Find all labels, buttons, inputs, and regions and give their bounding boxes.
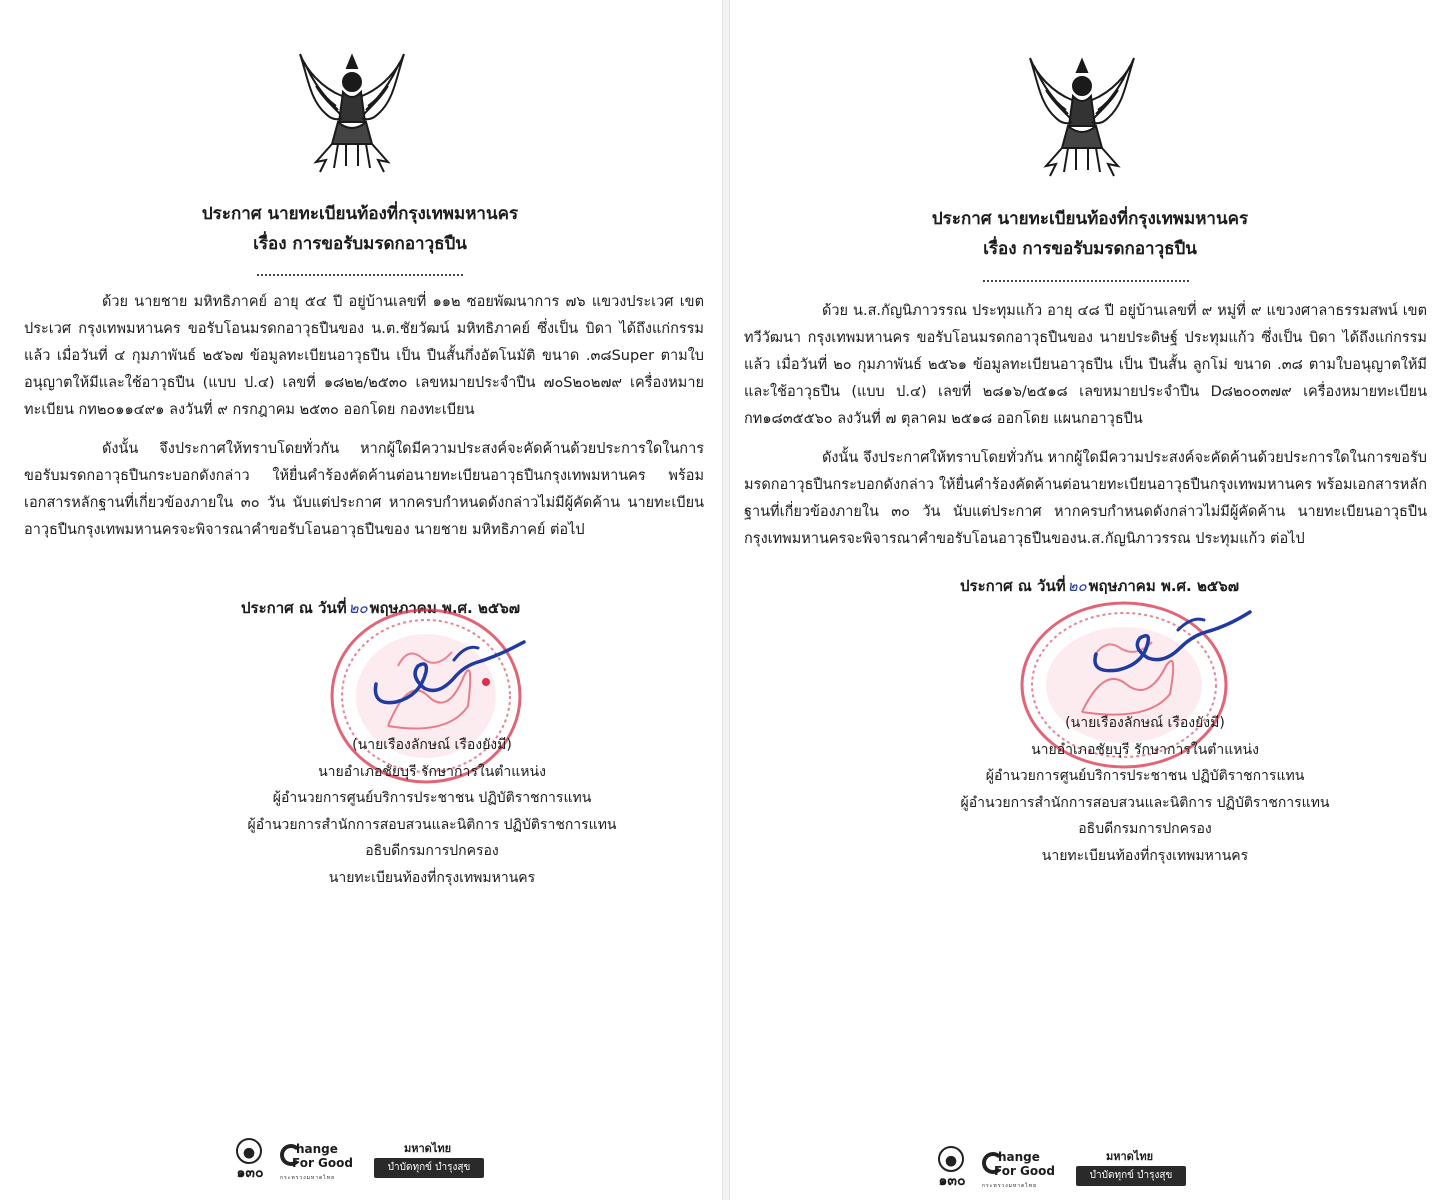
announcement-date xyxy=(960,574,1239,598)
date-prefix: ประกาศ ณ วันที่ xyxy=(241,599,347,617)
anniversary-logo-icon xyxy=(930,1146,974,1194)
signature-icon xyxy=(366,624,536,714)
change-line-2: For Good xyxy=(292,1156,353,1170)
signer-position-3: ผู้อำนวยการสำนักการสอบสวนและนิติการ ปฏิบัติราชการแทน xyxy=(247,816,617,833)
change-line-2: For Good xyxy=(994,1164,1055,1178)
mahadthai-slogan-logo-icon xyxy=(374,1142,486,1182)
date-suffix: พฤษภาคม พ.ศ. ๒๕๖๗ xyxy=(369,599,521,617)
title-separator xyxy=(257,274,463,276)
date-suffix: พฤษภาคม พ.ศ. ๒๕๖๗ xyxy=(1088,577,1240,595)
title-separator xyxy=(983,280,1189,282)
announcement-page-right xyxy=(730,0,1450,1200)
announcement-body xyxy=(24,289,704,544)
title-line-1: ประกาศ นายทะเบียนท้องที่กรุงเทพมหานคร xyxy=(201,204,519,224)
body-paragraph-2: ดังนั้น จึงประกาศให้ทราบโดยทั่วกัน หากผู้ใดมีความประสงค์จะคัดค้านด้วยประการใดในการขอรับมรดกอาวุธปืนกระบอกดังกล่าว ให้ยื่นคำร้องคัดค้านต่อนายทะเบียนอาวุธปืนกรุงเทพมหานคร พร้อมเอกสารหลักฐานที่เกี่ยวข้องภายใน ๓๐ วัน นับแต่ประกาศ หากครบกำหนดดังกล่าวไม่มีผู้คัดค้าน นายทะเบียนอาวุธปืนกรุงเทพมหานครจะพิจารณาคำขอรับโอนอาวุธปืนของ นายชาย มหิทธิภาคย์ ต่อไป xyxy=(24,441,704,538)
signer-position-1: นายอำเภอชัยบุรี รักษาการในตำแหน่ง xyxy=(318,763,546,780)
signer-position-5: นายทะเบียนท้องที่กรุงเทพมหานคร xyxy=(1041,847,1249,864)
signer-position-2: ผู้อำนวยการศูนย์บริการประชาชน ปฏิบัติราชการแทน xyxy=(272,790,592,806)
title-line-2: เรื่อง การขอรับมรดกอาวุธปืน xyxy=(983,239,1197,259)
change-line-1: hange xyxy=(998,1150,1040,1164)
page-divider xyxy=(722,0,730,1200)
date-day: ๒๐ xyxy=(348,599,368,617)
body-paragraph-1: ด้วย นายชาย มหิทธิภาคย์ อายุ ๕๔ ปี อยู่บ้านเลขที่ ๑๑๒ ซอยพัฒนาการ ๗๖ แขวงประเวศ เขตประเวศ กรุงเทพมหานคร ขอรับโอนมรดกอาวุธปืนของ น.ต.ชัยวัฒน์ มหิทธิภาคย์ ซึ่งเป็น บิดา ได้ถึงแก่กรรมแล้ว เมื่อวันที่ ๔ กุมภาพันธ์ ๒๕๖๗ ข้อมูลทะเบียนอาวุธปืน เป็น ปืนสั้นกึ่งอัตโนมัติ ขนาด .๓๘Super ตามใบอนุญาตให้มีและใช้อาวุธปืน (แบบ ป.๔) เลขที่ ๑๘๒๒/๒๕๓๐ เลขหมายประจำปืน ๗๐S๒๐๒๗๙ เครื่องหมายทะเบียน กท๒๐๑๑๔๙๑ ลงวันที่ ๙ กรกฎาคม ๒๕๓๐ ออกโดย กองทะเบียน xyxy=(24,294,704,418)
change-ministry: กระทรวงมหาดไทย xyxy=(982,1183,1038,1189)
signer-position-2: ผู้อำนวยการศูนย์บริการประชาชน ปฏิบัติราชการแทน xyxy=(985,768,1305,784)
signatory-block xyxy=(940,710,1350,869)
footer-logos xyxy=(228,1138,488,1188)
announcement-body xyxy=(744,298,1427,553)
signatory-block xyxy=(232,732,632,891)
body-paragraph-1: ด้วย น.ส.กัญนิภาวรรณ ประทุมแก้ว อายุ ๔๘ ปี อยู่บ้านเลขที่ ๙ หมู่ที่ ๙ แขวงศาลาธรรมสพน์ เขตทวีวัฒนา กรุงเทพมหานคร ขอรับโอนมรดกอาวุธปืนของ นายประดิษฐ์ ประทุมแก้ว ซึ่งเป็น บิดา ได้ถึงแก่กรรมแล้ว เมื่อวันที่ ๒๐ กุมภาพันธ์ ๒๕๖๑ ข้อมูลทะเบียนอาวุธปืน เป็น ปืนสั้น ลูกโม่ ขนาด .๓๘ ตามใบอนุญาตให้มีและใช้อาวุธปืน (แบบ ป.๔) เลขที่ ๒๘๑๖/๒๕๑๘ เลขหมายประจำปืน D๘๒๐๐๓๗๙ เครื่องหมายทะเบียน กท๑๘๓๕๕๖๐ ลงวันที่ ๗ ตุลาคม ๒๕๑๘ ออกโดย แผนกอาวุธปืน xyxy=(744,303,1427,427)
change-ministry: กระทรวงมหาดไทย xyxy=(280,1175,336,1181)
mahadthai-slogan-logo-icon xyxy=(1076,1150,1188,1190)
garuda-emblem-icon xyxy=(292,48,412,178)
slogan-top: มหาดไทย xyxy=(404,1142,452,1155)
date-day: ๒๐ xyxy=(1067,577,1087,595)
signer-position-5: นายทะเบียนท้องที่กรุงเทพมหานคร xyxy=(328,869,536,886)
garuda-emblem-icon xyxy=(1022,52,1142,182)
change-for-good-logo-icon xyxy=(982,1150,1072,1194)
title-line-2: เรื่อง การขอรับมรดกอาวุธปืน xyxy=(253,234,467,254)
signer-position-3: ผู้อำนวยการสำนักการสอบสวนและนิติการ ปฏิบัติราชการแทน xyxy=(960,794,1330,811)
slogan-bar: บำบัดทุกข์ บำรุงสุข xyxy=(374,1158,484,1178)
announcement-page-left xyxy=(0,0,722,1200)
signer-name: (นายเรืองลักษณ์ เรืองยังมี) xyxy=(352,737,512,753)
slogan-top: มหาดไทย xyxy=(1106,1150,1154,1163)
signature-icon xyxy=(1082,600,1262,680)
body-paragraph-2: ดังนั้น จึงประกาศให้ทราบโดยทั่วกัน หากผู้ใดมีความประสงค์จะคัดค้านด้วยประการใดในการขอรับมรดกอาวุธปืนกระบอกดังกล่าว ให้ยื่นคำร้องคัดค้านต่อนายทะเบียนอาวุธปืนกรุงเทพมหานคร พร้อมเอกสารหลักฐานที่เกี่ยวข้องภายใน ๓๐ วัน นับแต่ประกาศ หากครบกำหนดดังกล่าวไม่มีผู้คัดค้าน นายทะเบียนอาวุธปืนกรุงเทพมหานครจะพิจารณาคำขอรับโอนอาวุธปืนของน.ส.กัญนิภาวรรณ ประทุมแก้ว ต่อไป xyxy=(744,450,1427,547)
change-for-good-logo-icon xyxy=(280,1142,370,1186)
announcement-title xyxy=(730,204,1450,264)
anniversary-number: ๑๓๐ xyxy=(236,1165,264,1181)
slogan-bar: บำบัดทุกข์ บำรุงสุข xyxy=(1076,1166,1186,1186)
announcement-title xyxy=(0,199,720,259)
signer-position-4: อธิบดีกรมการปกครอง xyxy=(1078,821,1212,837)
date-prefix: ประกาศ ณ วันที่ xyxy=(960,577,1066,595)
change-line-1: hange xyxy=(296,1142,338,1156)
anniversary-number: ๑๓๐ xyxy=(938,1173,966,1189)
signer-position-4: อธิบดีกรมการปกครอง xyxy=(365,843,499,859)
signer-name: (นายเรืองลักษณ์ เรืองยังมี) xyxy=(1065,715,1225,731)
footer-logos xyxy=(930,1146,1190,1196)
title-line-1: ประกาศ นายทะเบียนท้องที่กรุงเทพมหานคร xyxy=(931,209,1249,229)
anniversary-logo-icon xyxy=(228,1138,272,1186)
signer-position-1: นายอำเภอชัยบุรี รักษาการในตำแหน่ง xyxy=(1031,741,1259,758)
